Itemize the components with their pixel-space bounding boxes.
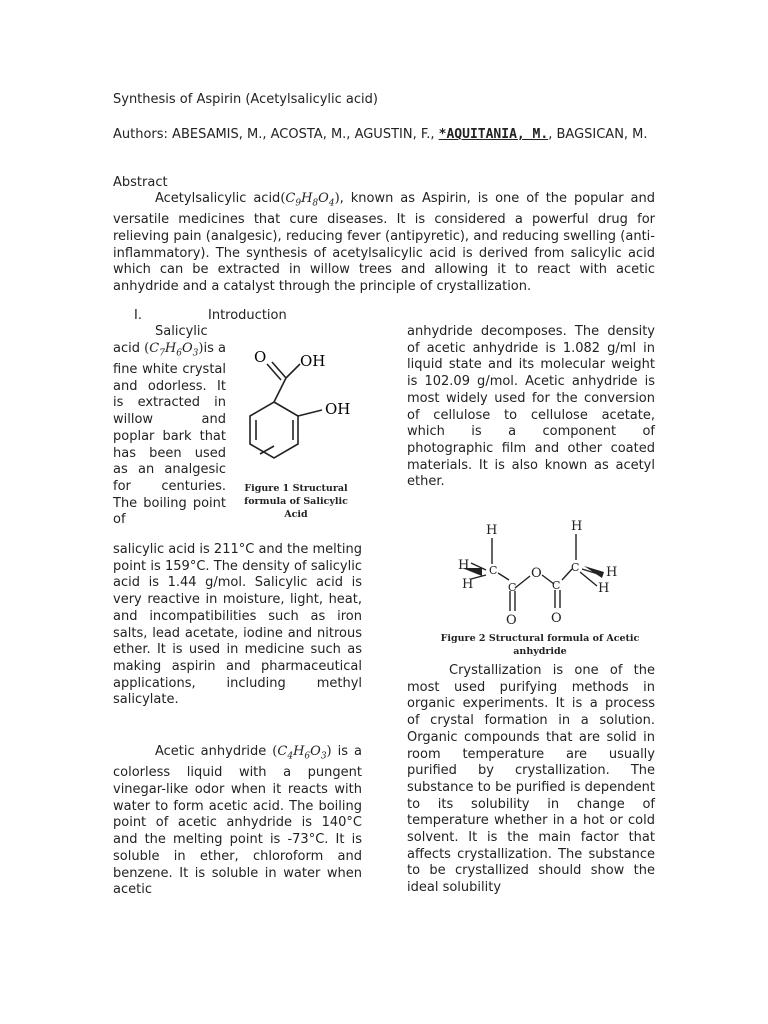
atom-h: H xyxy=(462,577,474,592)
figure-2-acetic-anhydride-structure xyxy=(452,516,632,628)
abstract-paragraph xyxy=(113,191,655,296)
author-names-end: , BAGSICAN, M. xyxy=(548,127,648,142)
atom-c: C xyxy=(571,561,580,574)
salicylic-paragraph-top xyxy=(113,324,226,529)
crystallization-text: Crystallization is one of the most used purifying methods in organic experiments. It is a process of crystal formation in a solution. Organic compounds that are solid in room temperature are usually purified by crystallization. The substance to be purified is dependent to its solubility in change of temperature whether in a hot or cold solvent. It is the main factor that affects crystallization. The substance to be crystallized should show the ideal solubility xyxy=(407,663,655,896)
figure-1-salicylic-acid-structure xyxy=(236,340,366,482)
salicylic-lead: Salicylic acid xyxy=(113,324,208,356)
corresponding-author: *AQUITANIA, M. xyxy=(438,127,549,142)
atom-o-carbonyl: O xyxy=(506,613,517,628)
atom-h: H xyxy=(571,519,583,534)
acetic-anhydride-formula: $(C_4H_6O_3)$ xyxy=(272,744,332,762)
atom-c: C xyxy=(552,579,561,592)
substituent-bonds xyxy=(267,362,322,416)
acetic-lead: Acetic anhydride xyxy=(155,744,273,759)
atom-o-bridge: O xyxy=(531,566,542,581)
wedge-bond-right xyxy=(584,566,604,578)
acetic-text: is a colorless liquid with a pungent vinegar-like odor when it reacts with water to form acetic acid. The boiling point of acetic anhydride is 140°C and the melting point is -73°C. It is soluble in ether, chloroform and benzene. It is soluble in water when acetic xyxy=(113,744,362,898)
salicylic-formula: $(C_7H_6O_3)$ xyxy=(144,340,204,359)
atom-h: H xyxy=(606,565,618,580)
atom-c: C xyxy=(489,564,498,577)
author-names: Authors: ABESAMIS, M., ACOSTA, M., AGUSTIN, F., xyxy=(113,127,439,142)
acetic-anhydride-paragraph xyxy=(113,744,362,899)
section-title: Introduction xyxy=(208,308,287,323)
atom-c: C xyxy=(508,581,517,594)
benzene-ring xyxy=(250,402,298,458)
atom-oh-carboxyl: OH xyxy=(300,352,326,370)
atom-oh-hydroxyl: OH xyxy=(325,400,351,418)
salicylic-paragraph-bottom: salicylic acid is 211°C and the melting point is 159°C. The density of salicylic acid is 1.44 g/mol. Salicylic acid is very reactive in moisture, light, heat, and incompatibilities such as iron salts, lead acetate, iodine and nitrous ether. It is used in medicine such as making aspirin and pharmaceutical applications, including methyl salicylate. xyxy=(113,542,362,708)
crystallization-paragraph xyxy=(407,663,655,897)
figure-1-caption: Figure 1 Structural formula of Salicylic Acid xyxy=(244,483,348,520)
acetic-anhydride-continued: anhydride decomposes. The density of acetic anhydride is 1.082 g/ml in liquid state and its molecular weight is 102.09 g/mol. Acetic anhydride is most widely used for the conversion of cellulose to cellulose acetate, which is a component of photographic film and other coated materials. It is also known as acetyl ether. xyxy=(407,324,655,490)
salicylic-text-1: is a fine white crystal and odorless. It is extracted in willow and poplar bark that has been used as an analgesic for centuries. The boiling point of xyxy=(113,340,226,528)
atom-h: H xyxy=(458,558,470,573)
section-numeral: I. xyxy=(134,308,142,323)
abstract-text: , known as Aspirin, is one of the popular and versatile medicines that cure diseases. It is considered a powerful drug for relieving pain (analgesic), reducing fever (antipyretic), and reducing swelling (anti-inflammatory). The synthesis of acetylsalicylic acid is derived from salicylic acid which can be extracted in willow trees and allowing it to react with acetic anhydride and a catalyst through the principle of crystallization. xyxy=(113,191,655,295)
atom-o-carbonyl: O xyxy=(551,611,562,626)
author-list xyxy=(113,126,655,143)
abstract-lead: Acetylsalicylic acid xyxy=(155,191,281,206)
figure-2-caption: Figure 2 Structural formula of Acetic anhydride xyxy=(440,633,640,657)
abstract-heading: Abstract xyxy=(113,175,168,190)
atom-o: O xyxy=(254,348,267,366)
paper-title: Synthesis of Aspirin (Acetylsalicylic acid) xyxy=(113,92,378,107)
atom-h: H xyxy=(486,523,498,538)
aspirin-formula: $(C_9H_8O_4)$ xyxy=(280,191,340,209)
atom-h: H xyxy=(598,581,610,596)
section-heading-introduction xyxy=(134,308,287,323)
